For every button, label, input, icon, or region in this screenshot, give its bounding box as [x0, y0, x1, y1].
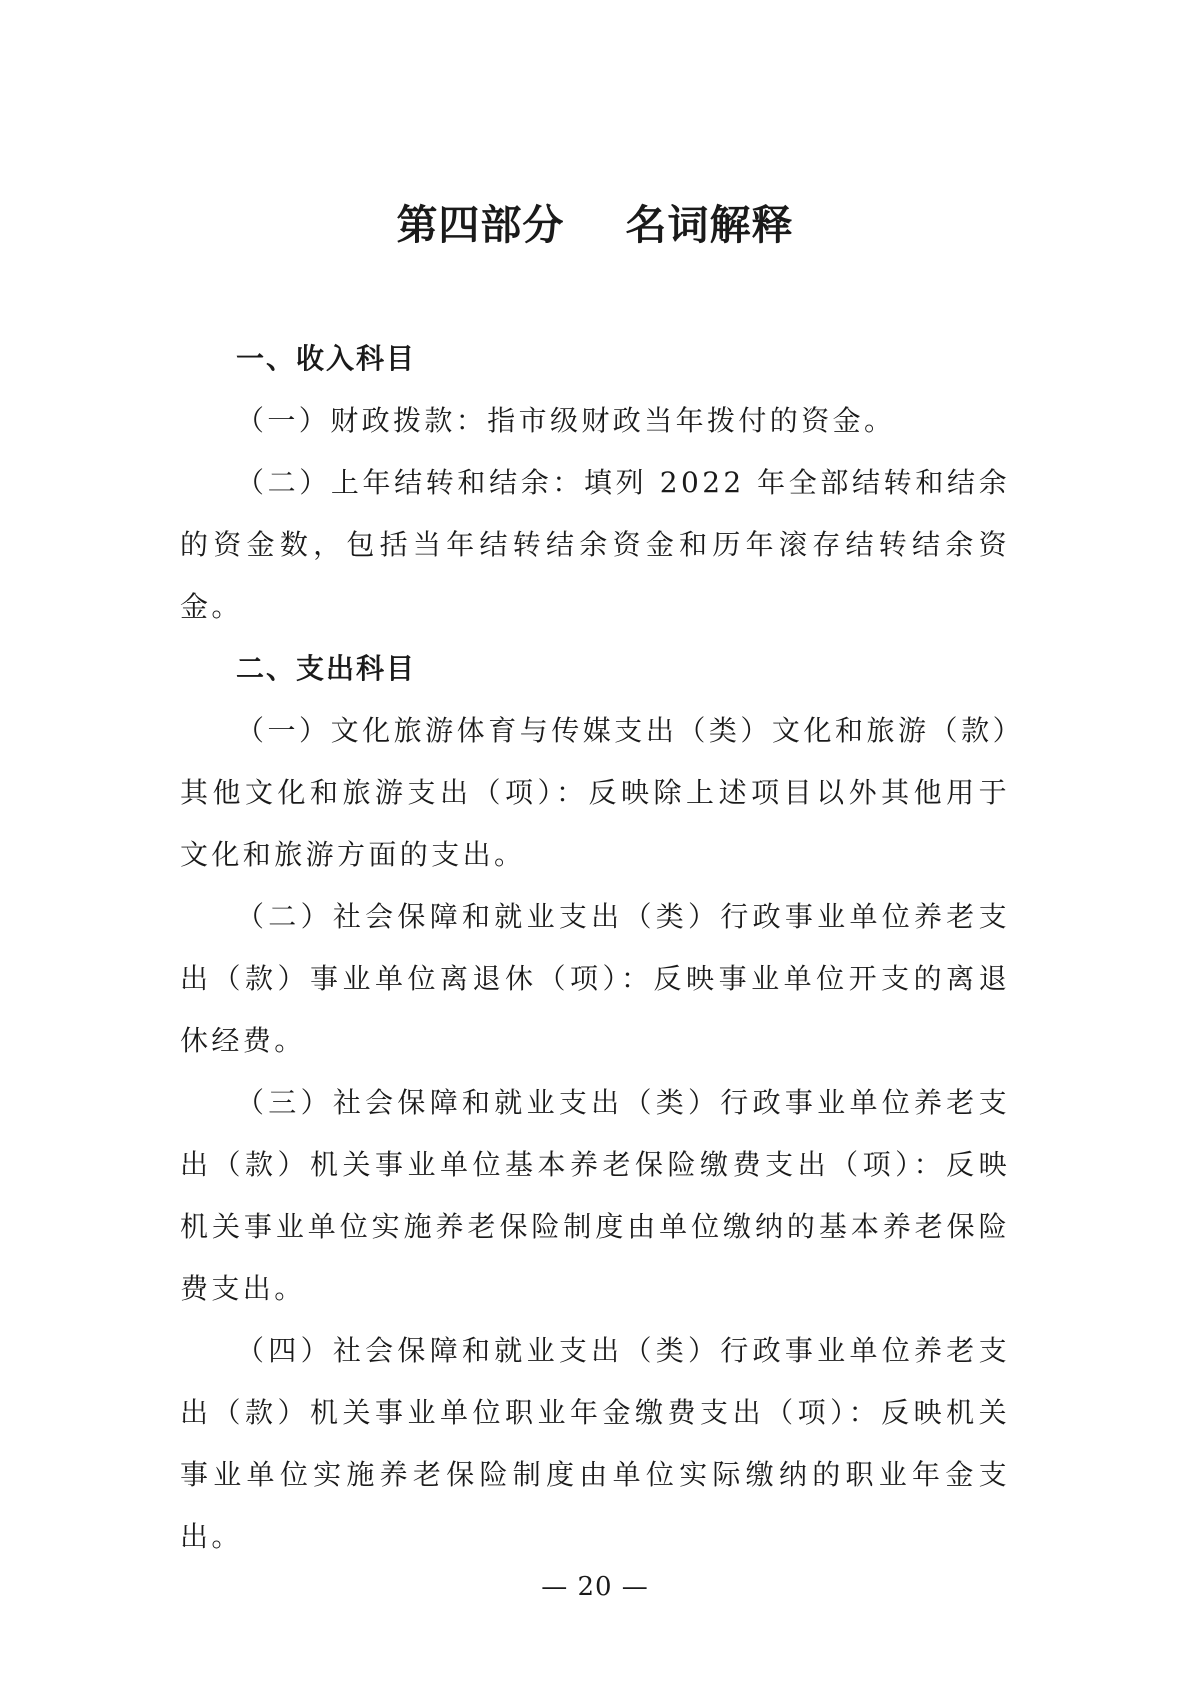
paragraph-fiscal-appropriation: （一）财政拨款：指市级财政当年拨付的资金。: [236, 404, 896, 437]
document-body: [180, 328, 1010, 1568]
paragraph-culture-tourism: （一）文化旅游体育与传媒支出（类）文化和旅游（款）其他文化和旅游支出（项）：反映除上述项目以外其他用于文化和旅游方面的支出。: [180, 714, 1010, 871]
page-title: 第四部分 名词解释: [396, 201, 794, 249]
paragraph-carryover-balance: （二）上年结转和结余：填列 2022 年全部结转和结余的资金数，包括当年结转结余资金和历年滚存结转结余资金。: [180, 466, 1010, 623]
section-heading-income: 一、收入科目: [236, 342, 417, 375]
paragraph-occupational-annuity: （四）社会保障和就业支出（类）行政事业单位养老支出（款）机关事业单位职业年金缴费支出（项）：反映机关事业单位实施养老保险制度由单位实际缴纳的职业年金支出。: [180, 1334, 1010, 1553]
page-number: — 20 —: [541, 1572, 649, 1602]
paragraph-retirement: （二）社会保障和就业支出（类）行政事业单位养老支出（款）事业单位离退休（项）：反映事业单位开支的离退休经费。: [180, 900, 1010, 1057]
paragraph-basic-pension: （三）社会保障和就业支出（类）行政事业单位养老支出（款）机关事业单位基本养老保险缴费支出（项）：反映机关事业单位实施养老保险制度由单位缴纳的基本养老保险费支出。: [180, 1086, 1010, 1305]
section-heading-expenditure: 二、支出科目: [236, 652, 417, 685]
